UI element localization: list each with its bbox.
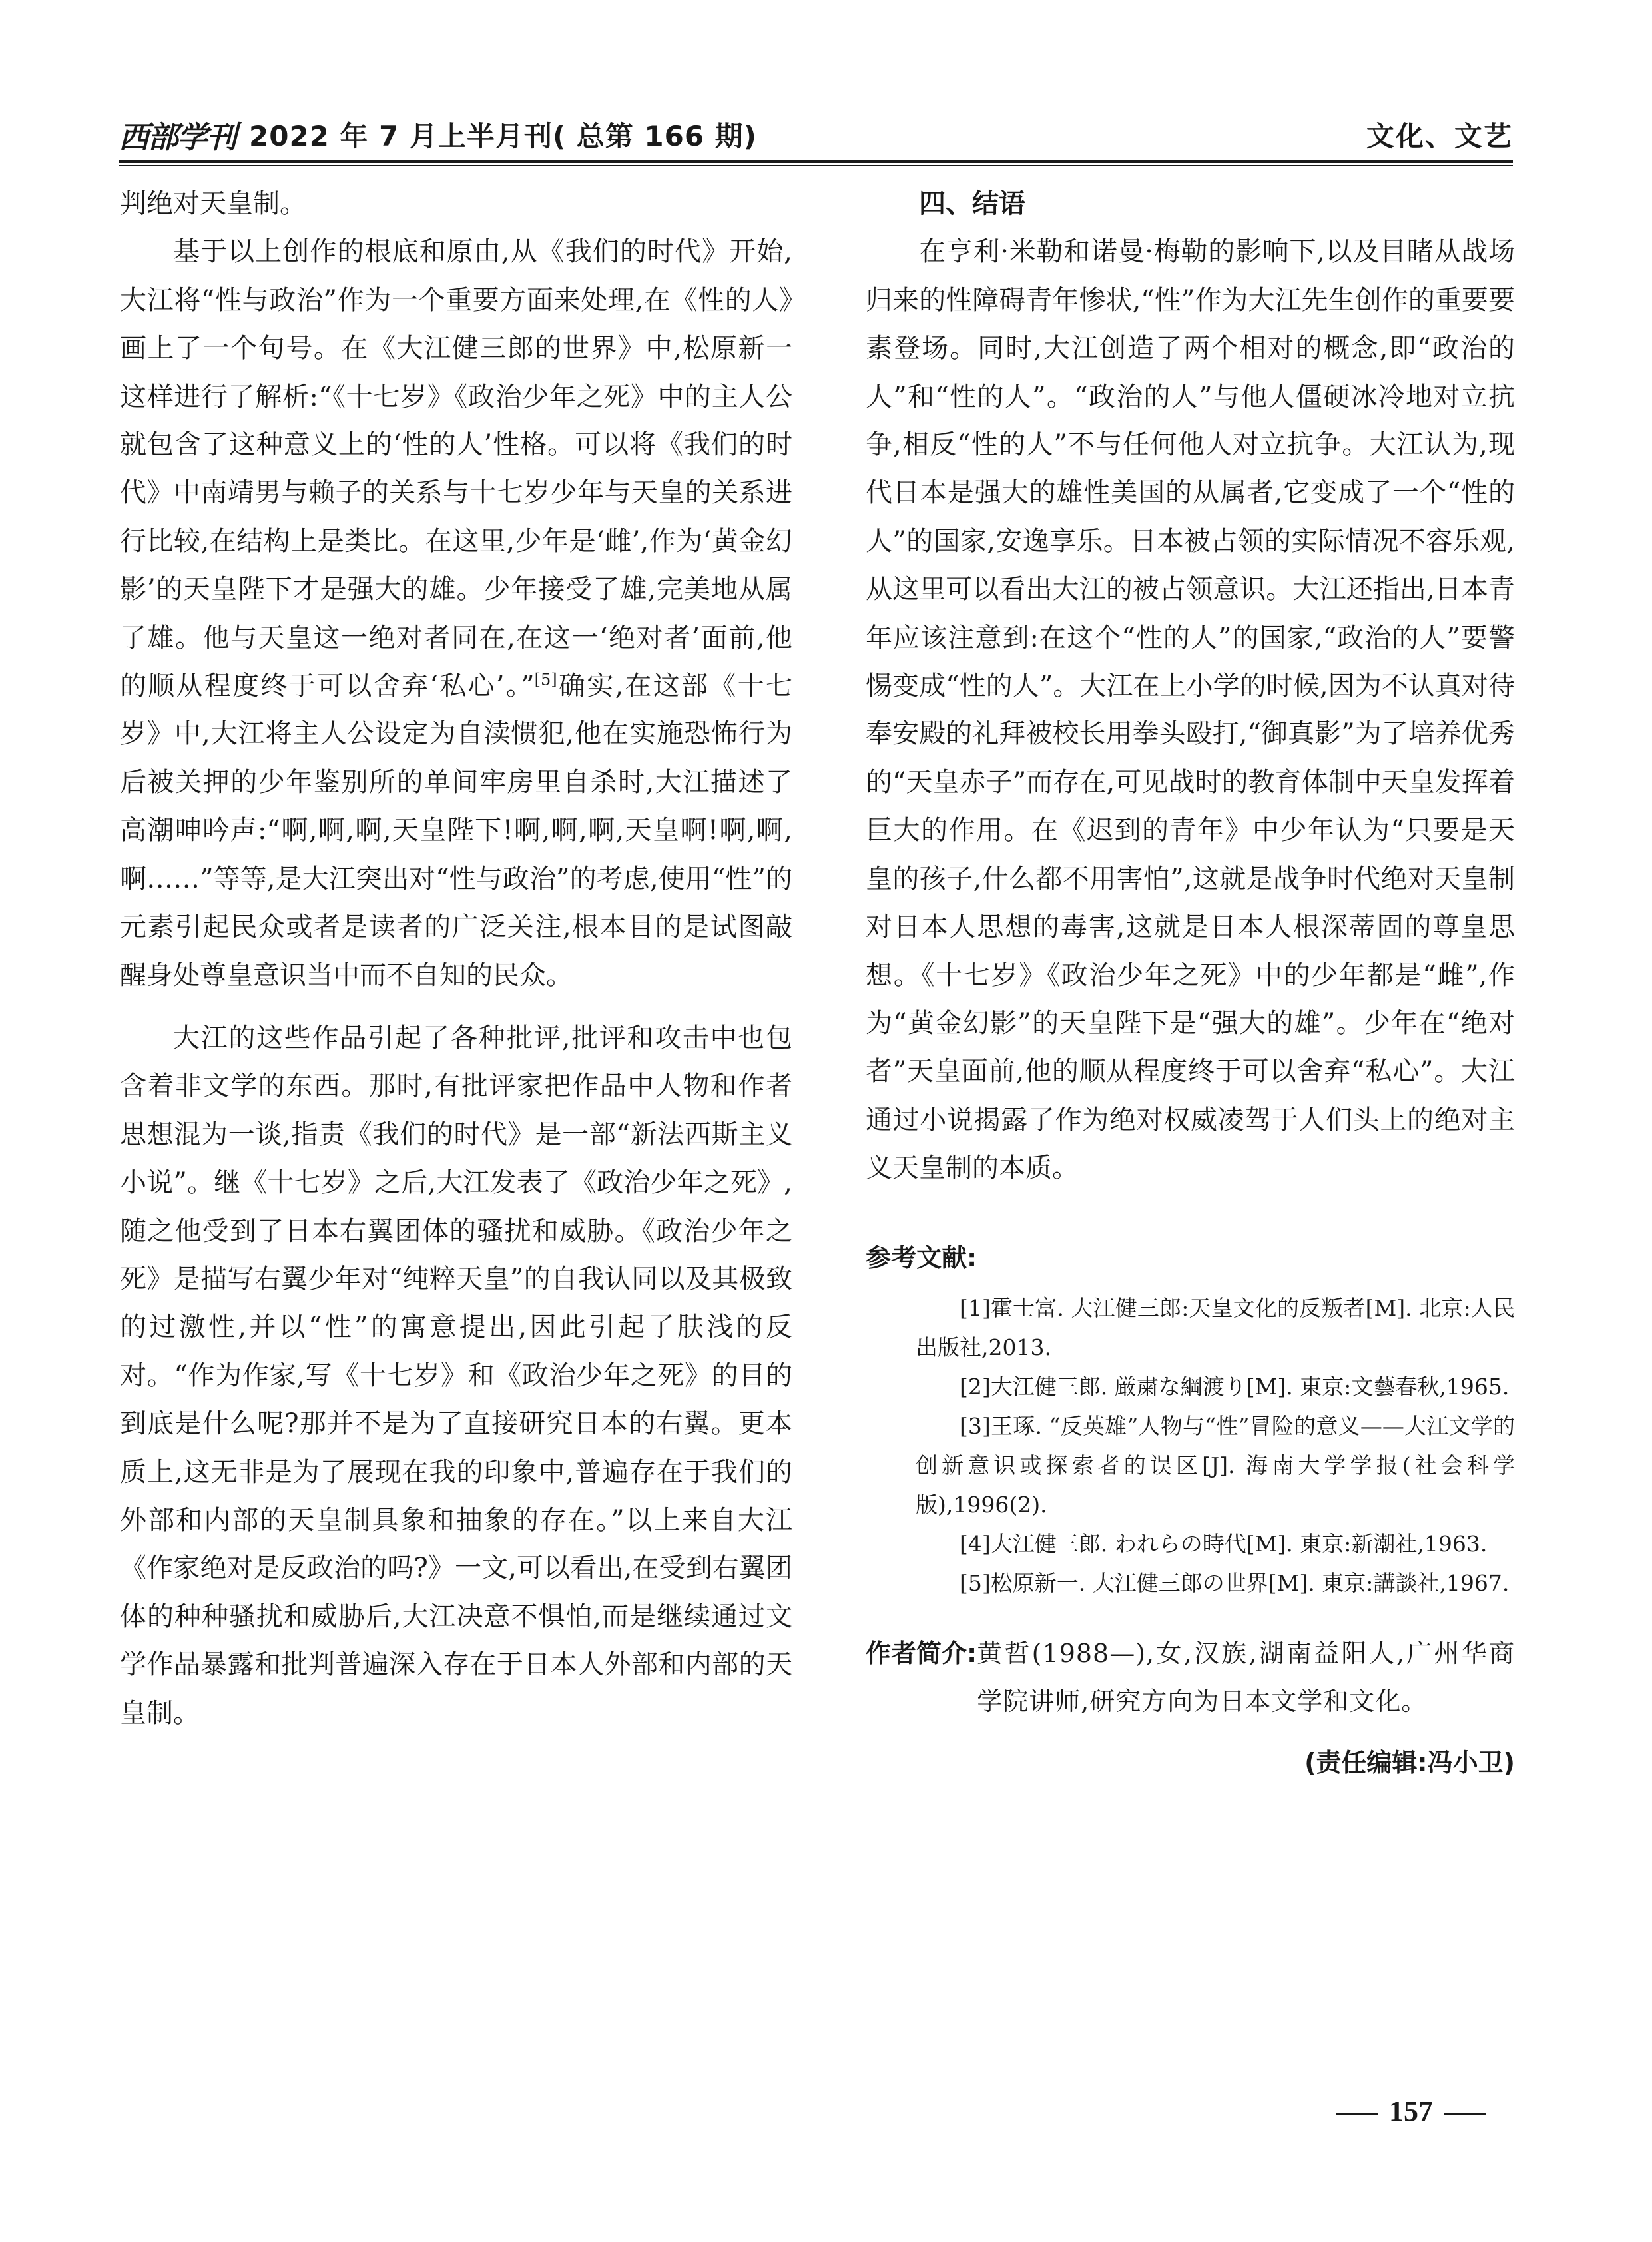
header-rule — [119, 160, 1513, 163]
dash-left — [1336, 2113, 1378, 2115]
dash-right — [1444, 2113, 1486, 2115]
continuation-text: 判绝对天皇制。 — [120, 188, 306, 219]
section-heading: 四、结语 — [919, 188, 1025, 219]
author-label: 作者简介: — [866, 1638, 977, 1668]
body-paragraph — [120, 228, 792, 999]
journal-issue: 2022 年 7 月上半月刊( 总第 166 期) — [249, 120, 757, 152]
journal-logo: 西部学刊 — [119, 119, 236, 155]
citation-marker: [5] — [534, 670, 557, 689]
page-number-block — [1325, 2094, 1497, 2128]
body-paragraph: 大江的这些作品引起了各种批评,批评和攻击中也包含着非文学的东西。那时,有批评家把作品中人物和作者思想混为一谈,指责《我们的时代》是一部“新法西斯主义小说”。继《十七岁》之后,大江发表了《政治少年之死》,随之他受到了日本右翼团体的骚扰和威胁。《政治少年之死》是描写右翼少年对“纯粹天皇”的自我认同以及其极致的过激性,并以“性”的寓意提出,因此引起了肤浅的反对。“作为作家,写《十七岁》和《政治少年之死》的目的到底是什么呢?那并不是为了直接研究日本的右翼。更本质上,这无非是为了展现在我的印象中,普遍存在于我们的外部和内部的天皇制具象和抽象的存在。”以上来自大江《作家绝对是反政治的吗?》一文,可以看出,在受到右翼团体的种种骚扰和威胁后,大江决意不惧怕,而是继续通过文学作品暴露和批判普遍深入存在于日本人外部和内部的天皇制。 — [120, 1022, 792, 1729]
left-column — [120, 180, 792, 1737]
section-title: 文化、文艺 — [1366, 120, 1513, 152]
author-bio — [866, 1629, 1515, 1725]
header-rule-thin — [119, 165, 1513, 166]
paragraph-text-cont: 确实,在这部《十七岁》中,大江将主人公设定为自渎惯犯,他在实施恐怖行为后被关押的少年鉴别所的单间牢房里自杀时,大江描述了高潮呻吟声:“啊,啊,啊,天皇陛下!啊,啊,啊,天皇啊!啊,啊,啊……”等等,是大江突出对“性与政治”的考虑,使用“性”的元素引起民众或者是读者的广泛关注,根本目的是试图敲醒身处尊皇意识当中而不自知的民众。 — [120, 671, 792, 991]
responsible-editor: (责任编辑:冯小卫) — [1304, 1747, 1515, 1777]
page-number: 157 — [1389, 2095, 1433, 2127]
reference-item: [3]王琢. “反英雄”人物与“性”冒险的意义——大江文学的创新意识或探索者的误区[J]. 海南大学学报(社会科学版),1996(2). — [916, 1412, 1515, 1518]
reference-item: [1]霍士富. 大江健三郎:天皇文化的反叛者[M]. 北京:人民出版社,2013. — [916, 1294, 1515, 1360]
reference-item: [5]松原新一. 大江健三郎の世界[M]. 東京:講談社,1967. — [960, 1569, 1510, 1596]
author-text: 黄哲(1988—),女,汉族,湖南益阳人,广州华商学院讲师,研究方向为日本文学和文化。 — [977, 1638, 1515, 1716]
page-header — [119, 112, 1513, 156]
reference-item: [2]大江健三郎. 厳粛な綱渡り[M]. 東京:文藝春秋,1965. — [960, 1373, 1510, 1400]
references-title: 参考文献: — [866, 1243, 977, 1272]
conclusion-paragraph: 在亨利·米勒和诺曼·梅勒的影响下,以及目睹从战场归来的性障碍青年惨状,“性”作为大江先生创作的重要要素登场。同时,大江创造了两个相对的概念,即“政治的人”和“性的人”。“政治的人”与他人僵硬冰冷地对立抗争,相反“性的人”不与任何他人对立抗争。大江认为,现代日本是强大的雄性美国的从属者,它变成了一个“性的人”的国家,安逸享乐。日本被占领的实际情况不容乐观,从这里可以看出大江的被占领意识。大江还指出,日本青年应该注意到:在这个“性的人”的国家,“政治的人”要警惕变成“性的人”。大江在上小学的时候,因为不认真对待奉安殿的礼拜被校长用拳头殴打,“御真影”为了培养优秀的“天皇赤子”而存在,可见战时的教育体制中天皇发挥着巨大的作用。在《迟到的青年》中少年认为“只要是天皇的孩子,什么都不用害怕”,这就是战争时代绝对天皇制对日本人思想的毒害,这就是日本人根深蒂固的尊皇思想。《十七岁》《政治少年之死》中的少年都是“雌”,作为“黄金幻影”的天皇陛下是“强大的雄”。少年在“绝对者”天皇面前,他的顺从程度终于可以舍弃“私心”。大江通过小说揭露了作为绝对权威凌驾于人们头上的绝对主义天皇制的本质。 — [866, 236, 1515, 1184]
right-column — [866, 180, 1515, 1787]
paragraph-text: 基于以上创作的根底和原由,从《我们的时代》开始,大江将“性与政治”作为一个重要方面来处理,在《性的人》画上了一个句号。在《大江健三郎的世界》中,松原新一这样进行了解析:“《十七岁》《政治少年之死》中的主人公就包含了这种意义上的‘性的人’性格。可以将《我们的时代》中南靖男与赖子的关系与十七岁少年与天皇的关系进行比较,在结构上是类比。在这里,少年是‘雌’,作为‘黄金幻影’的天皇陛下才是强大的雄。少年接受了雄,完美地从属了雄。他与天皇这一绝对者同在,在这一‘绝对者’面前,他的顺从程度终于可以舍弃‘私心’。” — [120, 236, 792, 702]
reference-item: [4]大江健三郎. われらの時代[M]. 東京:新潮社,1963. — [960, 1530, 1488, 1557]
